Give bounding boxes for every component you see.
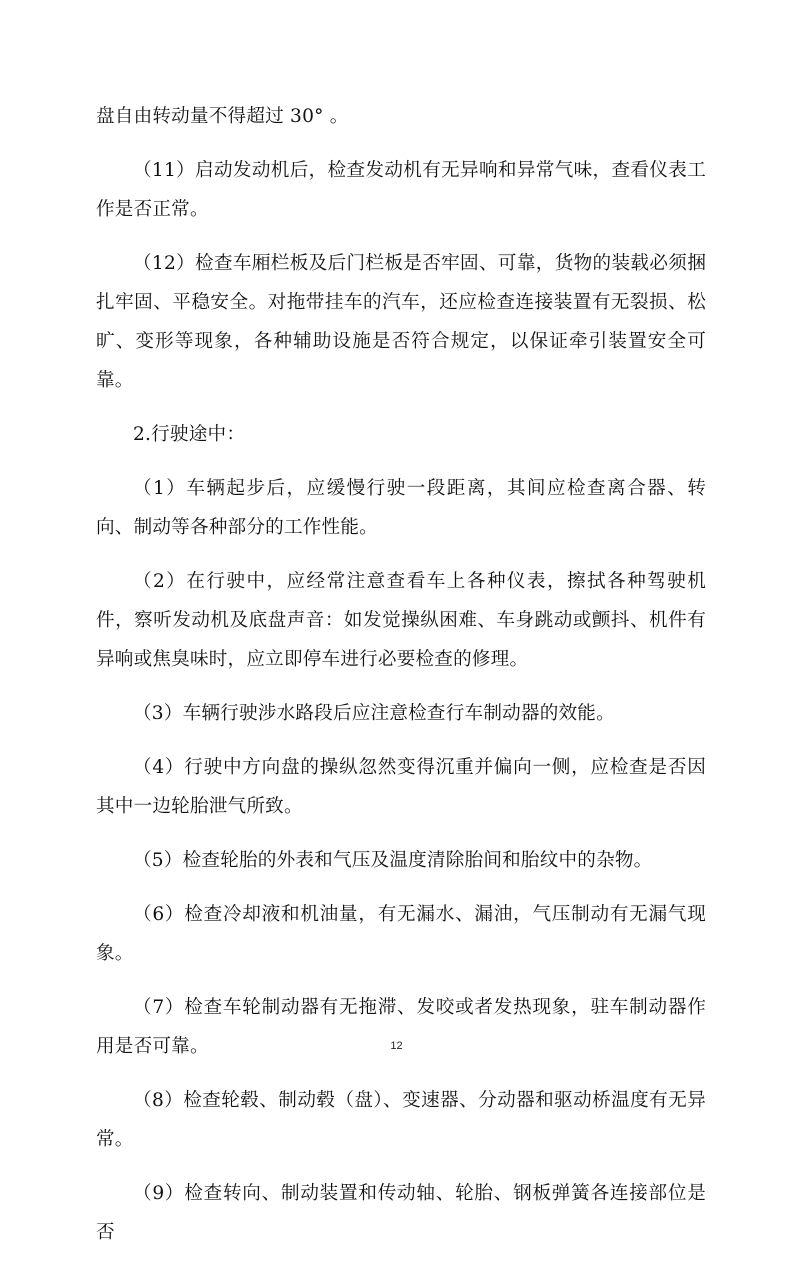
document-body [96, 97, 706, 1267]
paragraph-continuation: 盘自由转动量不得超过 30° 。 [96, 106, 349, 127]
paragraph-item-12: （12）检查车厢栏板及后门栏板是否牢固、可靠，货物的装载必须捆扎牢固、平稳安全。对拖带挂车的汽车，还应检查连接装置有无裂损、松旷、变形等现象，各种辅助设施是否符合规定，以保证牵引装置安全可靠。 [96, 252, 706, 392]
paragraph-item-11: （11）启动发动机后，检查发动机有无异响和异常气味，查看仪表工作是否正常。 [96, 159, 706, 220]
paragraph-item-2: （2）在行驶中，应经常注意查看车上各种仪表，擦拭各种驾驶机件，察听发动机及底盘声音：如发觉操纵困难、车身跳动或颤抖、机件有异响或焦臭味时，应立即停车进行必要检查的修理。 [96, 571, 706, 671]
paragraph-item-7: （7）检查车轮制动器有无拖滞、发咬或者发热现象，驻车制动器作用是否可靠。 [96, 996, 706, 1057]
page-number: 12 [390, 1040, 403, 1052]
paragraph-item-8: （8）检查轮毂、制动毂（盘）、变速器、分动器和驱动桥温度有无异常。 [96, 1089, 706, 1150]
paragraph-item-9: （9）检查转向、制动装置和传动轴、轮胎、钢板弹簧各连接部位是否 [96, 1182, 706, 1243]
paragraph-item-5: （5）检查轮胎的外表和气压及温度清除胎间和胎纹中的杂物。 [133, 850, 653, 871]
paragraph-item-3: （3）车辆行驶涉水路段后应注意检查行车制动器的效能。 [133, 703, 615, 725]
paragraph-item-1: （1）车辆起步后，应缓慢行驶一段距离，其间应检查离合器、转向、制动等各种部分的工作性能。 [96, 478, 706, 539]
section-heading-driving: 2.行驶途中： [133, 424, 246, 446]
paragraph-item-6: （6）检查冷却液和机油量，有无漏水、漏油，气压制动有无漏气现象。 [96, 903, 706, 964]
paragraph-item-4: （4）行驶中方向盘的操纵忽然变得沉重并偏向一侧，应检查是否因其中一边轮胎泄气所致。 [96, 757, 706, 818]
